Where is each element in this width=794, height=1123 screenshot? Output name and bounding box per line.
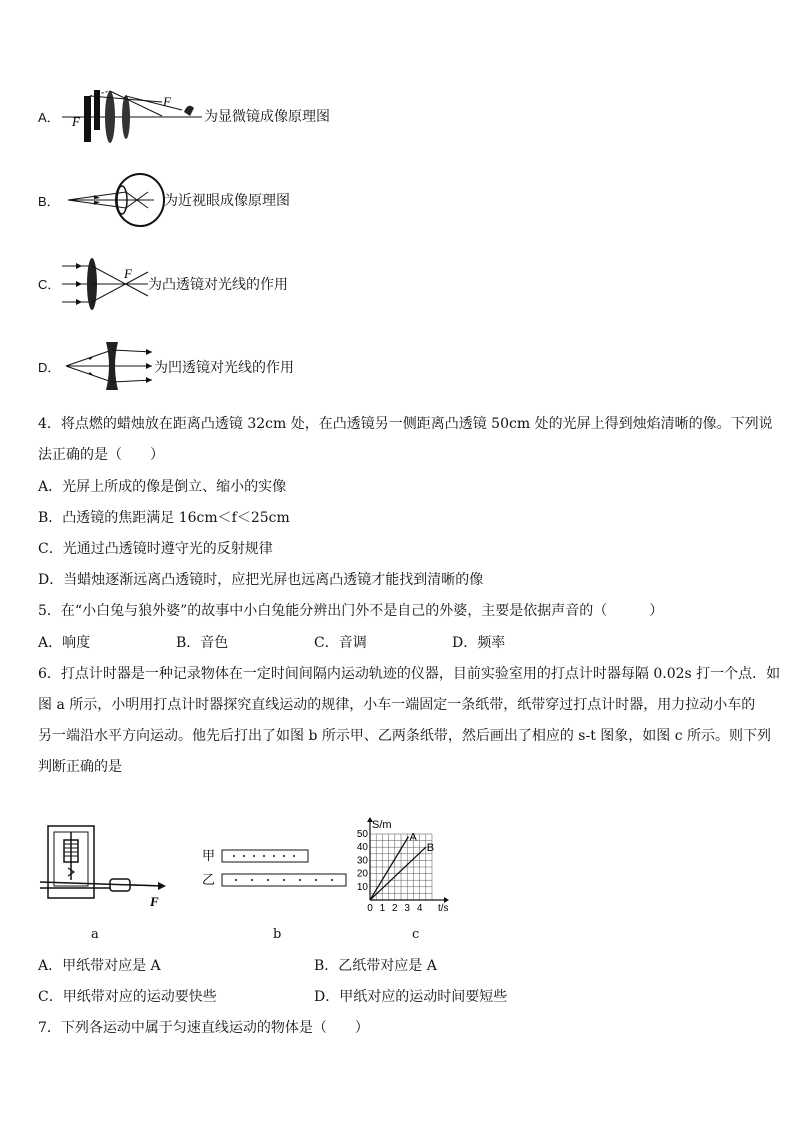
q3-option-a-letter: A． — [38, 110, 60, 125]
q6-option-c: C．甲纸带对应的运动要快些 — [38, 989, 217, 1005]
q3-option-b-letter: B． — [38, 194, 60, 209]
fig-a-label: a — [91, 927, 99, 942]
x-axis-label: t/s — [438, 903, 449, 914]
y-tick-label: 50 — [356, 829, 368, 840]
fig-c-label: c — [412, 927, 420, 942]
q3-option-c-caption: 为凸透镜对光线的作用 — [148, 277, 288, 293]
tape1-label: 甲 — [202, 848, 216, 863]
y-tick-label: 20 — [356, 868, 368, 880]
q3-option-c-letter: C． — [38, 277, 61, 292]
concave-lens-diagram — [62, 338, 154, 394]
q5-option-b: B．音色 — [176, 635, 229, 651]
myopia-eye-diagram — [64, 170, 164, 230]
force-label: F — [150, 894, 159, 909]
x-tick-label: 2 — [392, 903, 398, 914]
y-tick-label: 10 — [356, 881, 368, 893]
q5-option-a: A．响度 — [38, 635, 91, 651]
fig-b-label: b — [273, 927, 282, 942]
q4-stem-line1: 4．将点燃的蜡烛放在距离凸透镜 32cm 处，在凸透镜另一侧距离凸透镜 50cm 处的光屏上得到烛焰清晰的像。下列说 — [38, 416, 773, 432]
q4-option-b: B．凸透镜的焦距满足 16cm＜f＜25cm — [38, 510, 290, 526]
focal-label: F — [72, 114, 80, 129]
ticker-timer-figure — [40, 822, 170, 908]
paper-tapes-figure — [202, 844, 352, 890]
series-label-A: A — [409, 831, 417, 844]
q6-stem-line4: 判断正确的是 — [38, 759, 122, 775]
q5-option-c: C．音调 — [314, 635, 367, 651]
q6-stem-line1: 6．打点计时器是一种记录物体在一定时间间隔内运动轨迹的仪器，目前实验室用的打点计时器每隔 0.02s 打一个点．如 — [38, 666, 781, 682]
x-tick-label: 0 — [367, 903, 373, 914]
convex-lens-diagram — [62, 256, 152, 312]
s-t-chart — [350, 820, 460, 912]
q3-option-d-letter: D． — [38, 360, 61, 375]
focal-label: F — [124, 266, 132, 281]
q4-stem-line2: 法正确的是（ ） — [38, 447, 164, 463]
microscope-diagram — [62, 82, 202, 152]
eye-icon — [184, 106, 194, 116]
q4-option-d: D．当蜡烛逐渐远离凸透镜时，应把光屏也远离凸透镜才能找到清晰的像 — [38, 572, 484, 588]
focal-label: F — [163, 94, 171, 109]
y-tick-label: 40 — [356, 842, 368, 854]
q4-option-c: C．光通过凸透镜时遵守光的反射规律 — [38, 541, 273, 557]
q7-stem: 7．下列各运动中属于匀速直线运动的物体是（ ） — [38, 1020, 369, 1036]
q6-stem-line2: 图 a 所示，小明用打点计时器探究直线运动的规律，小车一端固定一条纸带，纸带穿过打点计时器，用力拉动小车的 — [38, 697, 756, 713]
q6-stem-line3: 另一端沿水平方向运动。他先后打出了如图 b 所示甲、乙两条纸带，然后画出了相应的 s-t 图象，如图 c 所示。则下列 — [38, 728, 772, 744]
x-tick-label: 4 — [416, 903, 423, 914]
y-tick-label: 30 — [356, 855, 368, 867]
q6-option-a: A．甲纸带对应是 A — [38, 958, 161, 974]
q6-option-d: D．甲纸对应的运动时间要短些 — [314, 989, 508, 1005]
q5-option-d: D．频率 — [452, 635, 506, 651]
x-tick-label: 1 — [379, 903, 386, 914]
q3-option-d-caption: 为凹透镜对光线的作用 — [154, 360, 294, 376]
q4-option-a: A．光屏上所成的像是倒立、缩小的实像 — [38, 479, 287, 495]
q6-option-b: B．乙纸带对应是 A — [314, 958, 437, 974]
y-axis-label: S/m — [372, 819, 392, 831]
q3-option-b-caption: 为近视眼成像原理图 — [164, 193, 290, 209]
q5-stem: 5．在“小白兔与狼外婆”的故事中小白兔能分辨出门外不是自己的外婆，主要是依据声音的（ ） — [38, 603, 664, 619]
series-label-B: B — [426, 842, 435, 855]
x-tick-label: 3 — [404, 903, 410, 914]
q3-option-a-caption: 为显微镜成像原理图 — [204, 109, 330, 125]
tape2-label: 乙 — [202, 872, 216, 887]
